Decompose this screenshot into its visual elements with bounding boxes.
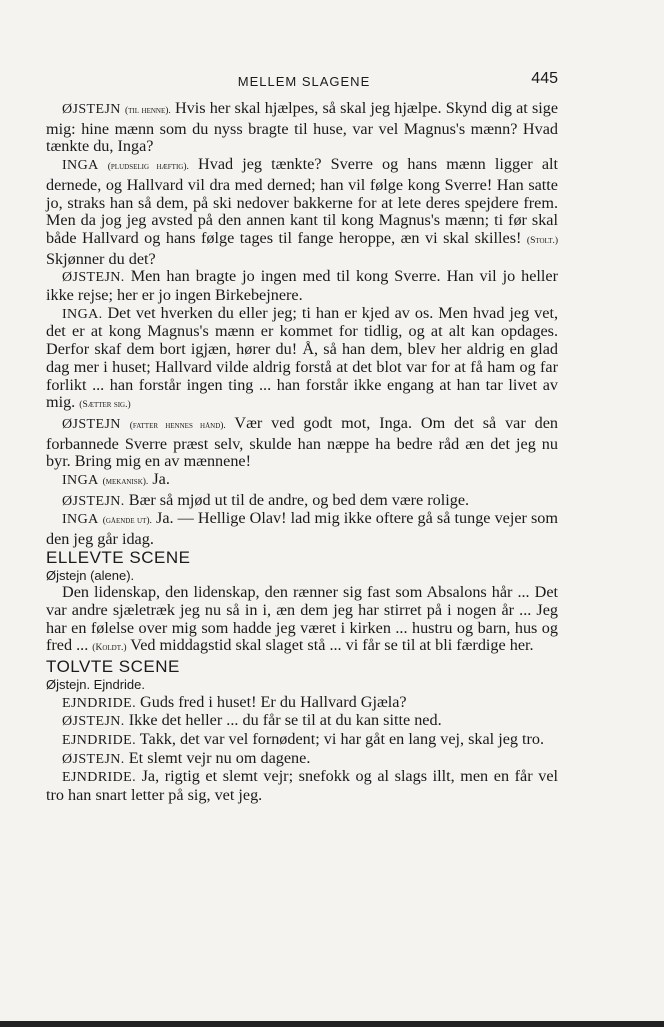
speaker-name: EJNDRIDE. <box>62 770 136 786</box>
speech-paragraph <box>46 731 558 750</box>
stage-direction: (pludselig hæftig). <box>107 162 189 173</box>
speech-paragraph <box>46 492 558 511</box>
speaker-name: ØJSTEJN. <box>62 270 125 286</box>
speech-text: Takk, det var vel fornødent; vi har gåt en lang vej, skal jeg tro. <box>139 729 545 748</box>
speech-paragraph <box>46 584 558 658</box>
stage-direction: (fatter hennes hånd). <box>129 420 226 431</box>
speech-text: Bær så mjød ut til de andre, og bed dem være rolige. <box>128 490 470 509</box>
speech-text: Ikke det heller ... du får se til at du kan sitte ned. <box>128 711 442 730</box>
stage-direction: (mekanisk). <box>102 477 149 488</box>
speech-paragraph <box>46 268 558 304</box>
running-title: MELLEM SLAGENE <box>237 74 371 89</box>
speaker-name: ØJSTEJN <box>62 416 121 432</box>
speech-paragraph <box>46 156 558 268</box>
speech-paragraph <box>46 510 558 548</box>
speech-paragraph <box>46 712 558 731</box>
speech-paragraph <box>46 100 558 156</box>
speech-text: Ja. <box>152 470 170 489</box>
stage-direction: (gående ut). <box>102 516 152 527</box>
speech-text: Hvad jeg tænkte? Sverre og hans mænn ligger alt dernede, og Hallvard vil dra med derned; han vil følge kong Sverre! Han satte jo, straks han så dem, på ski nedover bakkerne for at lete deres spejdere frem. Men da jog jeg avsted på den annen kant til kong Magnus's mænn; ti før skal både Hallvard og hans følge tages til fange heroppe, æn vi skal skilles! <box>46 155 559 247</box>
scene-cast: Øjstejn. Ejndride. <box>46 676 145 692</box>
stage-direction: (Koldt.) <box>92 643 127 654</box>
speech-paragraph <box>46 305 558 415</box>
speech-text: Skjønner du det? <box>46 249 156 268</box>
speaker-name: ØJSTEJN. <box>62 751 125 767</box>
play-text <box>46 100 558 805</box>
speech-text: Det vet hverken du eller jeg; ti han er kjed av os. Men hvad jeg vet, det er at kong Magnus's mænn er kommet for tidlig, og at alt kan opdages. Derfor skaf dem bort igjæn, hører du! Å, så han dem, blev her aldrig en glad dag mer i huset; Hallvard vilde aldrig forstå at det blot var for at få ham og far forlikt ... han forstår ingen ting ... han forstår ikke engang at han tar livet av mig. <box>46 303 558 412</box>
stage-direction: (Stolt.) <box>526 235 559 246</box>
speaker-name: EJNDRIDE. <box>62 732 136 748</box>
speaker-name: INGA <box>62 158 99 174</box>
speech-paragraph <box>46 694 558 713</box>
speech-paragraph <box>46 471 558 492</box>
speech-text: Vær ved godt mot, Inga. Om det så var den forbannede Sverre præst selv, skulde han næppe ha bedre råd æn det jeg nu byr. Bring mig en av mænnene! <box>46 413 558 471</box>
speech-text: Hvis her skal hjælpes, så skal jeg hjælpe. Skynd dig at sige mig: hine mænn som du nyss bragte til huse, var vel Magnus's mænn? Hvad tænkte du, Inga? <box>46 99 559 156</box>
speech-paragraph <box>46 750 558 769</box>
speaker-name: ØJSTEJN. <box>62 714 125 730</box>
scene-title: TOLVTE SCENE <box>46 657 180 677</box>
speech-text: Ja. — Hellige Olav! lad mig ikke oftere gå så tunge vejer som den jeg går idag. <box>46 509 558 549</box>
speech-text: Men han bragte jo ingen med til kong Sverre. Han vil jo heller ikke rejse; her er jo ingen Birkebejnere. <box>46 267 559 305</box>
speech-text: Ja, rigtig et slemt vejr; snefokk og al slags illt, men en får vel tro han snart letter på sig, vet jeg. <box>46 767 558 805</box>
stage-direction: (Sætter sig.) <box>79 400 131 411</box>
speaker-name: INGA <box>62 512 99 528</box>
scene-cast: Øjstejn (alene). <box>46 567 135 583</box>
scene-title: ELLEVTE SCENE <box>46 547 191 567</box>
speech-text: Et slemt vejr nu om dagene. <box>128 748 311 767</box>
speaker-name: EJNDRIDE. <box>62 695 136 711</box>
speech-text: Guds fred i huset! Er du Hallvard Gjæla? <box>140 692 407 711</box>
speech-text: Ved middagstid skal slaget stå ... vi får se til at bli færdige her. <box>130 636 534 655</box>
page-number: 445 <box>531 70 558 87</box>
speech-paragraph <box>46 768 558 804</box>
speaker-name: ØJSTEJN. <box>62 493 125 509</box>
speaker-name: INGA <box>62 473 99 489</box>
running-head <box>46 70 562 92</box>
speech-paragraph <box>46 415 558 471</box>
stage-direction: (til henne). <box>124 106 171 116</box>
speaker-name: ØJSTEJN <box>62 102 121 117</box>
bottom-edge <box>0 1021 664 1027</box>
speaker-name: INGA. <box>62 306 103 322</box>
speech-text: Den lidenskap, den lidenskap, den rænner sig fast som Absalons hår ... Det var andre sjæletræk jeg nu så in i, æn dem jeg har stirret på i nogen år ... Jeg har en følelse over mig som hadde jeg været i kirken ... hustru og barn, hus og fred ... <box>46 583 558 655</box>
